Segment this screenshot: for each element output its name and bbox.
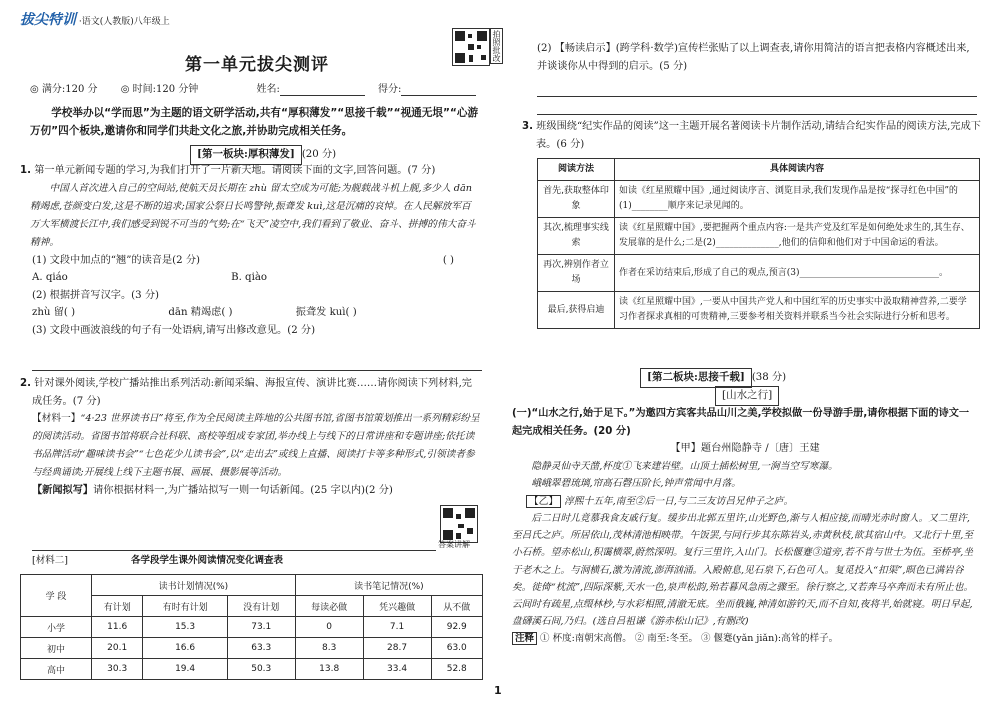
material-2-header <box>20 552 482 570</box>
q3-method: 首先,获取整体印象 <box>538 181 615 218</box>
survey-cell: 16.6 <box>143 638 227 659</box>
q1-answer-paren[interactable]: ( ) <box>442 254 454 266</box>
section2-sublabel: [山水之行] <box>715 386 779 406</box>
survey-subheader: 有计划 <box>92 596 143 617</box>
q3-method: 最后,获得启迪 <box>538 292 615 329</box>
q3-method: 其次,梳理事实线索 <box>538 218 615 255</box>
survey-stage: 小学 <box>21 617 92 638</box>
table-row <box>21 617 483 638</box>
q1-sub2: (2) 根据拼音写汉字。(3 分) <box>32 289 160 301</box>
survey-cell: 13.8 <box>295 659 363 680</box>
q3-method: 再次,辨别作者立场 <box>538 255 615 292</box>
q3-stem: 班级围绕“纪实作品的阅读”这一主题开展名著阅读卡片制作活动,请结合纪实作品的阅读方法,完成下表。(6 分) <box>536 121 981 150</box>
survey-cell: 20.1 <box>92 638 143 659</box>
survey-cell: 63.3 <box>227 638 295 659</box>
survey-subheader: 从不做 <box>431 596 482 617</box>
survey-stage: 初中 <box>21 638 92 659</box>
survey-cell: 92.9 <box>431 617 482 638</box>
survey-cell: 63.0 <box>431 638 482 659</box>
q1-stem: 第一单元新闻专题的学习,为我们打开了一片新天地。请阅读下面的文字,回答问题。(7 分) <box>34 165 436 176</box>
survey-stage-header: 学 段 <box>21 575 92 617</box>
name-field[interactable] <box>280 84 365 96</box>
q2-sub2-answer-line-1[interactable] <box>537 96 977 97</box>
survey-subheader: 每读必做 <box>295 596 363 617</box>
q1-sub1: (1) 文段中加点的“翘”的读音是(2 分) <box>32 254 201 266</box>
section2-header <box>640 368 786 388</box>
score-label: 得分: <box>378 84 402 95</box>
q2-m1-text: “4·23 世界读书日”将至,作为全民阅读主阵地的公共图书馆,省图书馆策划推出一系列精彩纷呈的阅读活动。省图书馆将联合社科联、高校等组成专家团,举办线上与线下的日常讲座和专题讲座;依托读书品牌活动“趣味读书会”“七色花少儿读书会”,以“走出去”或线上直播、阅读打卡等多种形式,引领读者参与经典诵读;开展线上线下主题书展、画展、摄影展等活动。 <box>32 413 480 478</box>
q4-intro: (一)“山水之行,始于足下。”为邀四方宾客共品山川之美,学校拟做一份导游手册,请你根据下面的诗文一起完成相关任务。(20 分) <box>512 408 970 437</box>
q1-option-b[interactable]: B. qiào <box>231 272 268 283</box>
q1-option-a[interactable]: A. qiáo <box>32 272 68 283</box>
name-label: 姓名: <box>256 84 280 95</box>
survey-cell: 73.1 <box>227 617 295 638</box>
survey-cell: 50.3 <box>227 659 295 680</box>
q1-passage: 中国人首次进入自己的空间站,使航天员长期在 zhù 留太空成为可能;为舰载战斗机上舰,多少人 dān 精竭虑,苍颜变白发,这是不断的追求;国家公祭日长鸣警钟,振聋发 kuì,这是沉痛的哀悼。在人民解放军百万大军横渡长江中,我们感受到锐不可当的气势;在“飞天”凌空中,我们看到了敬业、奋斗、拼搏的伟大奋斗精神。 <box>30 182 476 248</box>
q1-answer-line[interactable] <box>32 370 482 371</box>
survey-cell: 30.3 <box>92 659 143 680</box>
q2-m2-label: [材料二] <box>32 555 68 566</box>
table-row <box>538 218 980 255</box>
q2-m1-label: 【材料一】 <box>32 413 81 424</box>
section2-score: (38 分) <box>751 372 787 383</box>
q1-pinyin-1[interactable]: zhù 留( ) <box>32 307 76 318</box>
q2-task-text: 请你根据材料一,为广播站拟写一则一句话新闻。(25 字以内)(2 分) <box>93 485 393 496</box>
survey-cell: 8.3 <box>295 638 363 659</box>
reading-card-table <box>537 158 980 329</box>
page-title: 第一单元拔尖测评 <box>185 55 329 75</box>
survey-table <box>20 574 483 680</box>
question-4 <box>512 405 978 648</box>
page-header <box>20 9 170 29</box>
question-2 <box>20 375 482 500</box>
survey-cell: 11.6 <box>92 617 143 638</box>
q1-number: 1. <box>20 165 31 176</box>
section2-sub <box>715 386 779 406</box>
poem-line-2: 峨峨翠碧琉璃,帘高石磬压阶长,钟声常闻中月落。 <box>531 478 741 489</box>
table-row <box>538 255 980 292</box>
notes-text: ① 杯度:南朝宋高僧。 ② 南至:冬至。 ③ 偃蹇(yǎn jiǎn):高耸的样子。 <box>540 633 839 645</box>
survey-cell: 33.4 <box>363 659 431 680</box>
question-1 <box>20 162 482 339</box>
q3-header-content: 具体阅读内容 <box>615 159 980 181</box>
qr-code-icon[interactable] <box>452 28 490 66</box>
survey-plan-header: 读书计划情况(%) <box>92 575 296 596</box>
survey-note-header: 读书笔记情况(%) <box>295 575 482 596</box>
qr-tag: 拍照批改 <box>492 30 501 62</box>
q1-pinyin-2[interactable]: dān 精竭虑( ) <box>168 307 233 318</box>
yi-passage: 后二日时儿竟慕我食友戚行复。缓步出北郭五里许,山光野色,渐与人相应接,而晴光赤时窗人。又二里许,至吕氏之庐。所居依山,茂林清池相映带。午饭罢,与同行步其东陈岩头,赤黄秋枝,欲其宿山中。又北行十里,至小石桥。望赤松山,积霭横翠,蔚然深明。复行三里许,入山门。长松偃蹇③道旁,若不肯与世士为伍。至桥亭,坐于老木之上。与洞横石,激为清流,澎湃汹涌。入殿俯息,见石泉下,石色可人。复觅投入“扣渠”,暝色已满岩谷矣。徙倚“枕流”,四际深紫,天水一色,泉声松韵,殆若暮风急雨之骤至。徐行察之,又若奔马卒奔而未有所止也。云间时有疏星,点缀林杪,与水彩相照,清澈无底。坐而俄巍,神清如游钓天,而不自知,夜将半,始就寝。明日早起,盘礴溪石间,乃归。(选自吕祖谦《游赤松山记》,有删改) <box>512 513 974 628</box>
yi-label: 【乙】 <box>526 495 561 508</box>
survey-subheader: 没有计划 <box>227 596 295 617</box>
intro-text: 学校举办以“学而思”为主题的语文研学活动,共有“厚积薄发”“思接千载”“视通无垠”“心游万仞”四个板块,邀请你和同学们共赴文化之旅,并协助完成相关任务。 <box>30 107 479 137</box>
subject-label: ·语文(人教版)八年级上 <box>78 17 170 27</box>
poem-author: /〔唐〕王建 <box>765 443 820 454</box>
question-3 <box>522 118 992 153</box>
q3-content: 读《红星照耀中国》,一要从中国共产党人和中国红军的历史事实中汲取精神营养,二要学习作者探求真相的可贵精神,三要参考相关资料并联系当今社会实际进行分析和思考。 <box>615 292 980 329</box>
survey-subheader: 有时有计划 <box>143 596 227 617</box>
score-field[interactable] <box>401 84 476 96</box>
q2-stem: 针对课外阅读,学校广播站推出系列活动:新闻采编、海报宣传、演讲比赛……请你阅读下列材料,完成任务。(7 分) <box>32 378 472 407</box>
full-score: ◎ 满分:120 分 <box>30 84 98 95</box>
q2-material-1 <box>20 410 482 482</box>
table-row <box>21 659 483 680</box>
q3-number: 3. <box>522 121 533 132</box>
section2-label: [第二板块:思接千载] <box>640 368 752 388</box>
q2-answer-line[interactable] <box>32 550 436 551</box>
section1-label: [第一板块:厚积薄发] <box>190 145 302 165</box>
poem-title: 【甲】题台州隐静寺 <box>670 443 763 454</box>
notes-label: 注释 <box>512 632 537 645</box>
table-row <box>21 638 483 659</box>
brand-logo: 拔尖特训 <box>20 12 76 28</box>
q3-content[interactable]: 读《红星照耀中国》,要把握两个重点内容:一是共产党及红军是如何绝处求生的,其生存、发展靠的是什么;二是(2)______________,他们的信仰和他们对于中国命运的看法。 <box>615 218 980 255</box>
survey-stage: 高中 <box>21 659 92 680</box>
table-row <box>538 292 980 329</box>
answer-tag: 答案讲解 <box>438 540 470 549</box>
q3-header-method: 阅读方法 <box>538 159 615 181</box>
q2-number: 2. <box>20 378 31 389</box>
survey-cell: 19.4 <box>143 659 227 680</box>
table-row <box>538 181 980 218</box>
page-number: 1 <box>494 684 502 697</box>
survey-cell: 7.1 <box>363 617 431 638</box>
q2-task-label: 【新闻拟写】 <box>32 485 94 496</box>
section1-score: (20 分) <box>301 149 337 160</box>
survey-cell: 0 <box>295 617 363 638</box>
survey-cell: 28.7 <box>363 638 431 659</box>
meta-row <box>30 80 476 96</box>
q2-sub2-answer-line-2[interactable] <box>537 114 977 115</box>
q1-pinyin-3[interactable]: 振聋发 kuì( ) <box>295 307 357 318</box>
q2-m2-title: 各学段学生课外阅读情况变化调查表 <box>130 555 283 566</box>
survey-cell: 52.8 <box>431 659 482 680</box>
q3-content[interactable]: 作者在采访结束后,形成了自己的观点,预言(3)_______________________________。 <box>615 255 980 292</box>
yi-line-1: 淳熙十五年,南至②后一日,与二三友访吕兄仲子之庐。 <box>564 495 794 507</box>
time-limit: ◎ 时间:120 分钟 <box>120 84 199 95</box>
survey-cell: 15.3 <box>143 617 227 638</box>
survey-subheader: 凭兴趣做 <box>363 596 431 617</box>
answer-qr-icon[interactable] <box>440 505 478 543</box>
q1-sub3: (3) 文段中画波浪线的句子有一处语病,请写出修改意见。(2 分) <box>32 324 316 336</box>
poem-line-1: 隐静灵仙寺天凿,杯度①飞来建岩壁。山顶土插松树里,一涧当空写寒瀑。 <box>531 460 838 472</box>
q3-content[interactable]: 如读《红星照耀中国》,通过阅读序言、浏览目录,我们发现作品是按“探寻红色中国”的(1)________顺序来记录见闻的。 <box>615 181 980 218</box>
q2-sub2: (2) 【畅读启示】(跨学科·数学)宣传栏张贴了以上调查表,请你用简洁的语言把表格内容概述出来,并谈谈你从中得到的启示。(5 分) <box>537 43 970 72</box>
